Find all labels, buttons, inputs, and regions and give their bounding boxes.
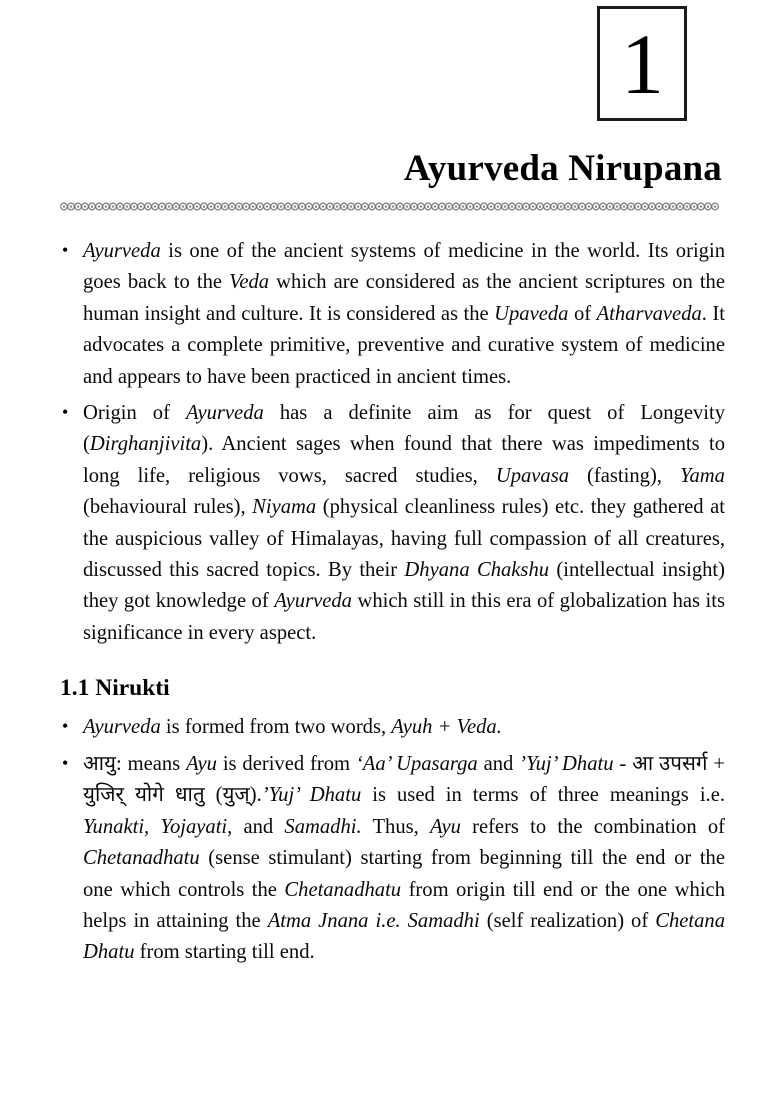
list-item: • Ayurveda is one of the ancient systems of medicine in the world. Its origin goes back to the Veda which are considered as the ancient scriptures on the human insight and culture. It is considered as the Upaveda of Atharvaveda. It advocates a complete primitive, preventive and curative system of medicine and appears to have been practiced in ancient times. (60, 236, 725, 393)
list-item: • Origin of Ayurveda has a definite aim as for quest of Longevity (Dirghanjivita). Ancient sages when found that there was impediments to long life, religious vows, sacred studies, Upavasa (fasting), Yama (behavioural rules), Niyama (physical cleanliness rules) etc. they gathered at the auspicious valley of Himalayas, having full compassion of all creatures, discussed this sacred topics. By their Dhyana Chakshu (intellectual insight) they got knowledge of Ayurveda which still in this era of globalization has its significance in every aspect. (60, 398, 725, 649)
chapter-number: 1 (621, 15, 663, 112)
page-title: Ayurveda Nirupana (403, 148, 722, 189)
section-heading: 1.1 Nirukti (60, 675, 170, 702)
list-item: • Ayurveda is formed from two words, Ayuh + Veda. (60, 712, 725, 743)
list-item: • आयु: means Ayu is derived from ‘Aa’ Upasarga and ’Yuj’ Dhatu - आ उपसर्ग + युजिर् योगे धातु (युज्).’Yuj’ Dhatu is used in terms of three meanings i.e. Yunakti, Yojayati, and Samadhi. Thus, Ayu refers to the combination of Chetanadhatu (sense stimulant) starting from beginning till the end or the one which controls the Chetanadhatu from origin till end or the one which helps in attaining the Atma Jnana i.e. Samadhi (self realization) of Chetana Dhatu from starting till end. (60, 749, 725, 969)
diamond-chain-icon (60, 200, 722, 213)
decorative-divider (60, 200, 722, 213)
chapter-body (60, 236, 725, 969)
